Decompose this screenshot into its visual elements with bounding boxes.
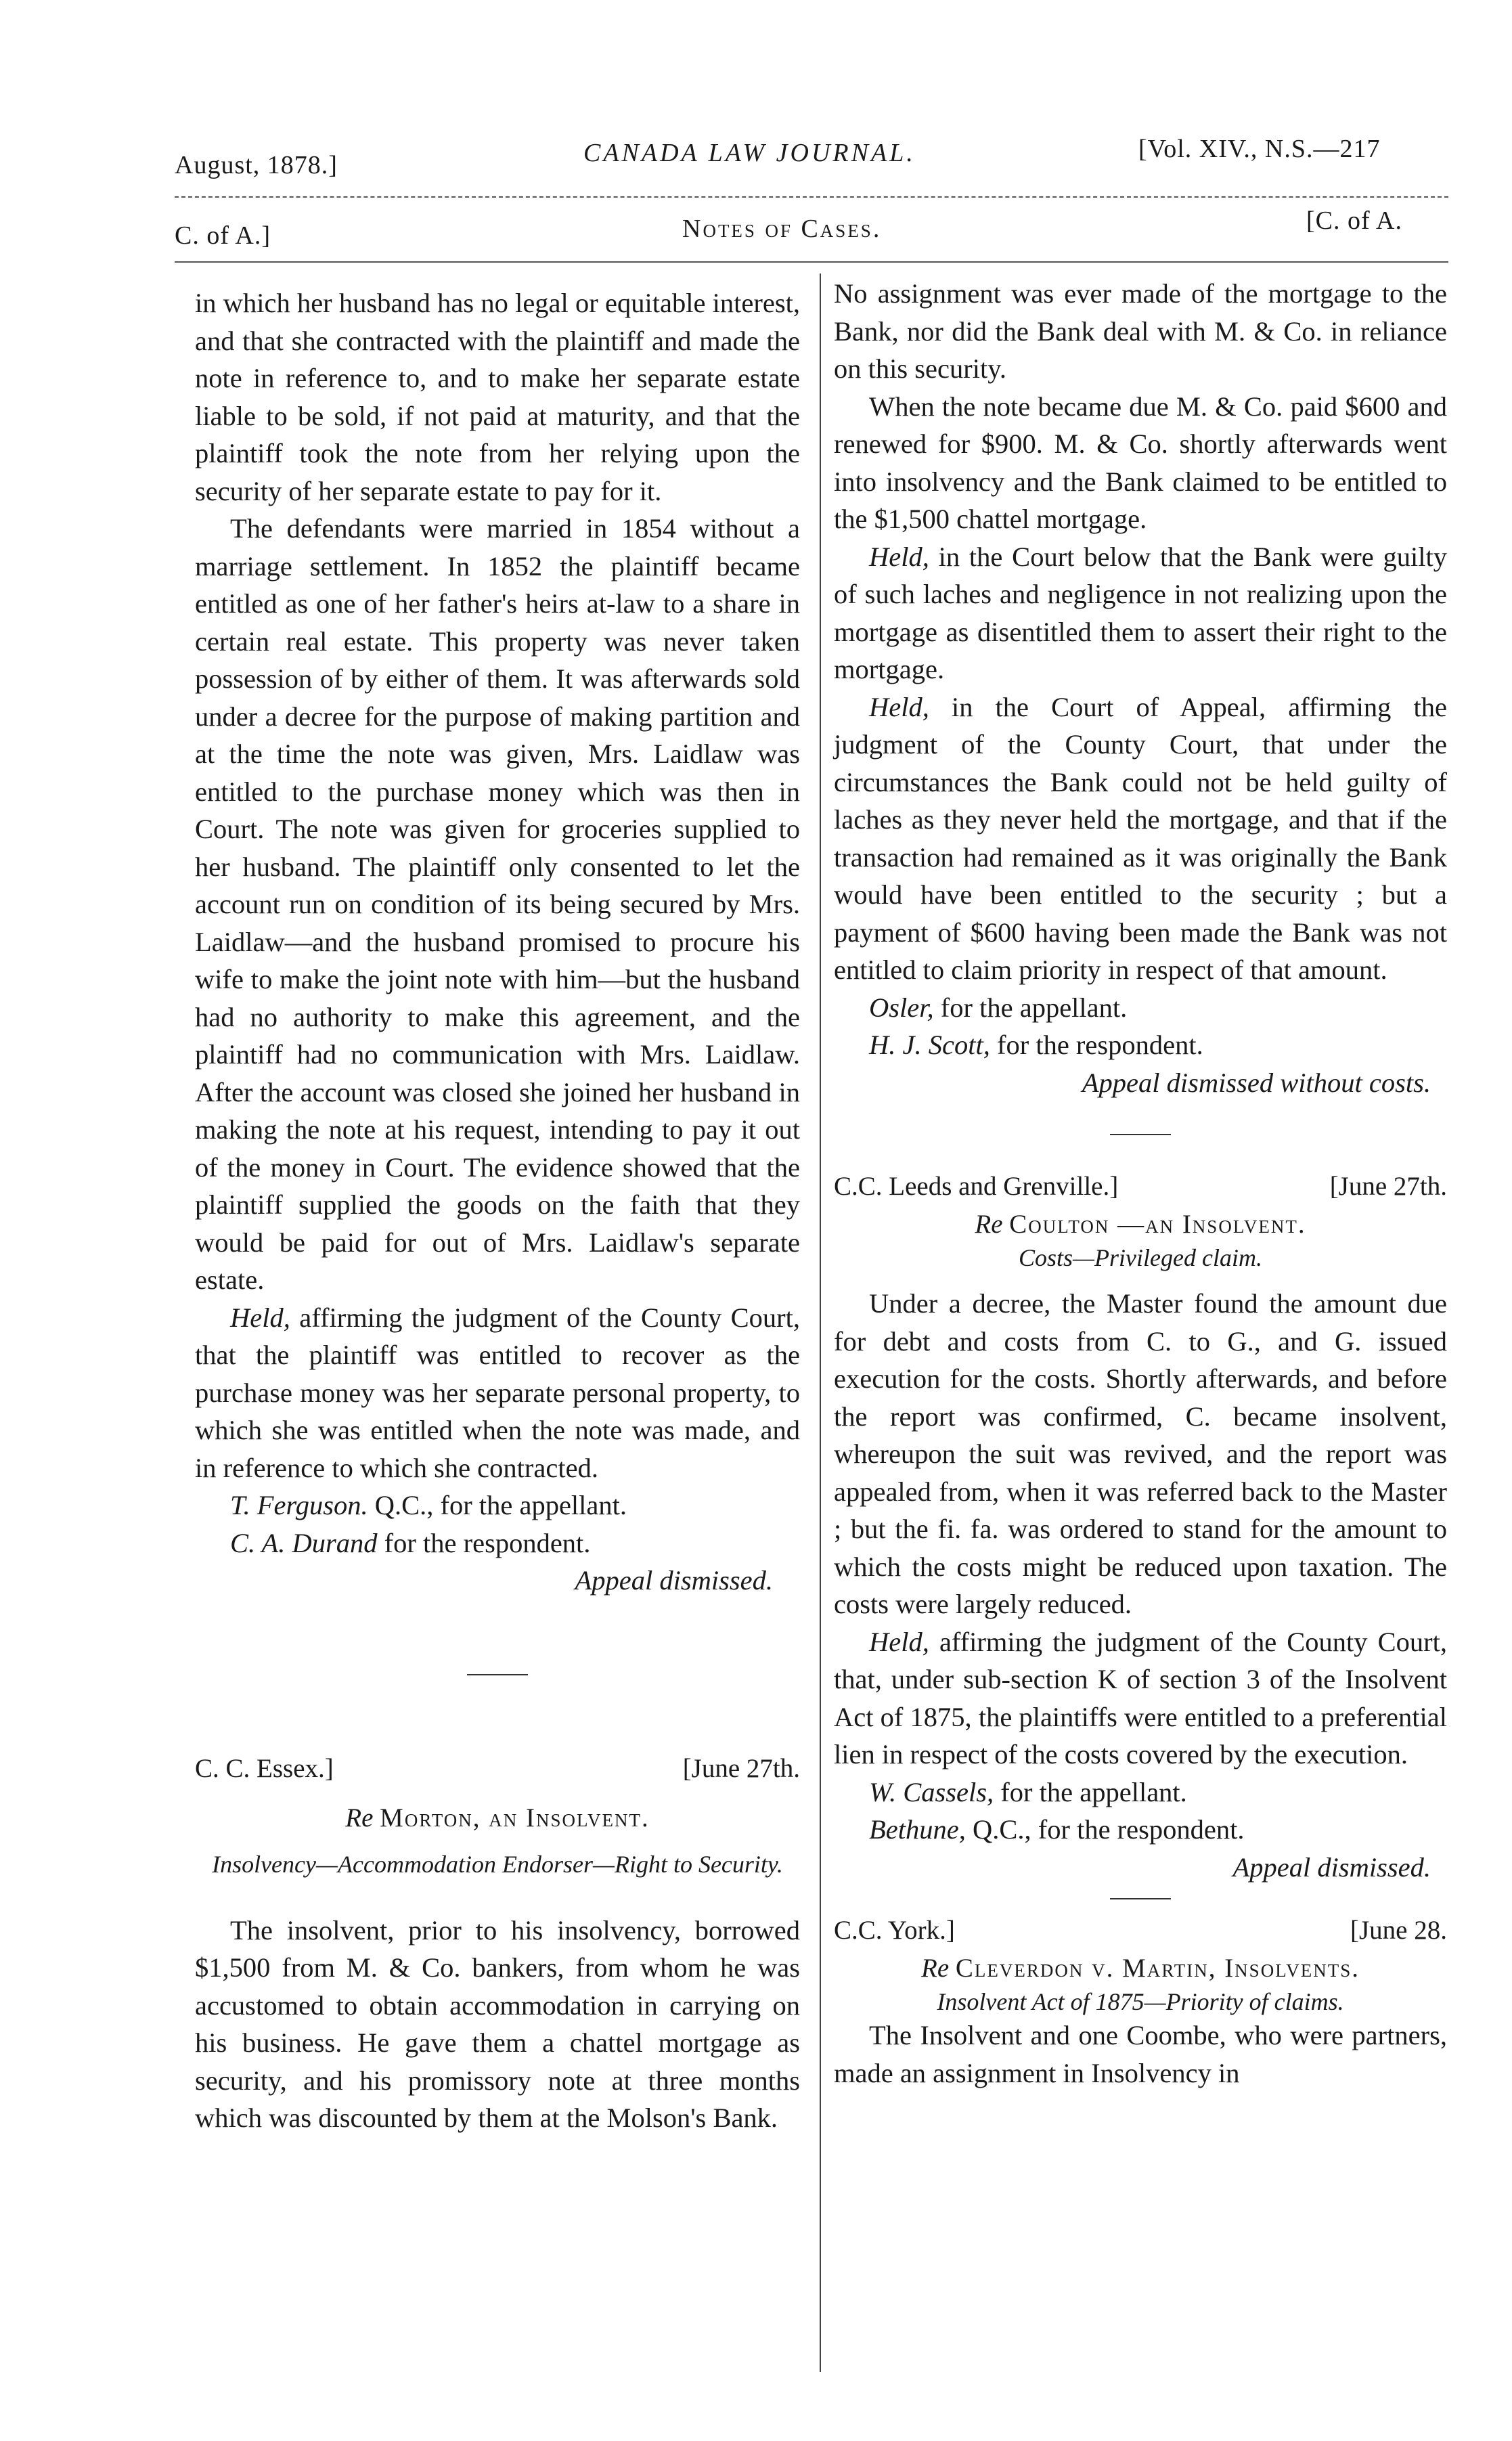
held-text: affirming the judgment of the County Court, that the plaintiff was entitled to recover as the purchase money was her separate personal property, to which she was entitled when the note was made, and in reference to which she contracted. <box>195 1302 800 1483</box>
case-title-name: Cleverdon v. Martin, Insolvents. <box>955 1953 1360 1983</box>
counsel-respondent <box>834 1811 1447 1849</box>
counsel-respondent <box>195 1524 800 1562</box>
counsel-appellant-text: Q.C., for the appellant. <box>368 1490 627 1520</box>
opening-paragraph: in which her husband has no legal or equitable interest, and that she contracted with the plaintiff and made the note in reference to, and to make her separate estate liable to be sold, if not paid at maturity, and that the plaintiff took the note from her relying upon the security of her separate estate to pay for it. <box>195 288 800 506</box>
header-section-title: Notes of Cases. <box>682 215 882 243</box>
held-paragraph <box>834 1623 1447 1774</box>
held-text: affirming the judgment of the County Court, that, under sub-section K of section 3 of the Insolvent Act of 1875, the plaintiffs were entitled to a preferential lien in respect of the costs covered by the execution. <box>834 1626 1447 1769</box>
case-headnote: Costs—Privileged claim. <box>1019 1244 1262 1271</box>
held-label: Held, <box>230 1302 290 1333</box>
held-text: in the Court below that the Bank were guilty of such laches and negligence in not realizing upon the mortgage as disentitled them to assert their right to the mortgage. <box>834 541 1447 684</box>
counsel-appellant-text: for the appellant. <box>994 1776 1187 1807</box>
case-title-name: Morton, an Insolvent. <box>380 1803 650 1832</box>
case-result: Appeal dismissed without costs. <box>1082 1067 1431 1098</box>
case-title <box>834 1206 1447 1244</box>
counsel-appellant <box>834 1774 1447 1811</box>
case-title-name: Coulton —an Insolvent. <box>1009 1209 1306 1239</box>
case-title <box>834 1950 1447 1987</box>
counsel-appellant-text: for the appellant. <box>933 992 1128 1023</box>
case-cont-paragraph: No assignment was ever made of the mortgage to the Bank, nor did the Bank deal with M. & Co. in reliance on this security. <box>834 278 1447 384</box>
counsel-respondent-text: for the respondent. <box>990 1030 1203 1060</box>
case-title-re: Re <box>921 1953 950 1983</box>
header-volume: [Vol. XIV., N.S.—217 <box>1138 135 1381 163</box>
column-divider <box>820 273 821 2372</box>
counsel-appellant-name: T. Ferguson. <box>230 1490 368 1520</box>
case-court: C. C. Essex.] <box>195 1753 334 1783</box>
case-cont-paragraph: When the note became due M. & Co. paid $600 and renewed for $900. M. & Co. shortly afterwards went into insolvency and the Bank claimed to be entitled to the $1,500 chattel mortgage. <box>834 391 1447 534</box>
held-paragraph <box>195 1299 800 1487</box>
held-label: Held, <box>869 541 929 572</box>
case-result: Appeal dismissed. <box>575 1565 773 1596</box>
case-paragraph: The Insolvent and one Coombe, who were partners, made an assignment in Insolvency in <box>834 2020 1447 2088</box>
case-title <box>195 1799 800 1837</box>
section-rule <box>175 261 1448 263</box>
counsel-respondent-name: Bethune, <box>869 1814 966 1845</box>
case-court-line <box>834 1912 1447 1950</box>
facts-paragraph: The defendants were married in 1854 without a marriage settlement. In 1852 the plaintiff became entitled as one of her father's heirs at-law to a share in certain real estate. This property was never taken possession of by either of them. It was afterwards sold under a decree for the purpose of making partition and at the time the note was given, Mrs. Laidlaw was entitled to the purchase money which was then in Court. The note was given for groceries supplied to her husband. The plaintiff only consented to let the account run on condition of its being secured by Mrs. Laidlaw—and the husband promised to procure his wife to make the joint note with him—but the husband had no authority to make this agreement, and the plaintiff had no communication with Mrs. Laidlaw. After the account was closed she joined her husband in making the note at his request, intending to pay it out of the money in Court. The evidence showed that the plaintiff supplied the goods on the faith that they would be paid for out of Mrs. Laidlaw's separate estate. <box>195 513 800 1295</box>
counsel-appellant <box>834 989 1447 1027</box>
case-headnote: Insolvent Act of 1875—Priority of claims. <box>937 1988 1344 2015</box>
counsel-respondent-text: for the respondent. <box>377 1527 591 1558</box>
counsel-respondent-name: H. J. Scott, <box>869 1030 990 1060</box>
header-journal-title: CANADA LAW JOURNAL. <box>583 139 916 167</box>
held-label: Held, <box>869 691 929 722</box>
case-court: C.C. Leeds and Grenville.] <box>834 1172 1119 1201</box>
case-result: Appeal dismissed. <box>1232 1851 1431 1883</box>
case-date: [June 27th. <box>682 1753 800 1783</box>
header-court-right: [C. of A. <box>1306 206 1402 235</box>
held-paragraph <box>834 688 1447 989</box>
case-date: [June 27th. <box>1329 1172 1447 1201</box>
right-column <box>834 275 1447 2092</box>
counsel-respondent-text: Q.C., for the respondent. <box>965 1814 1245 1845</box>
case-date: [June 28. <box>1350 1916 1447 1945</box>
counsel-appellant-name: Osler, <box>869 992 934 1023</box>
header-rule <box>175 196 1448 198</box>
held-paragraph <box>834 538 1447 688</box>
held-text: in the Court of Appeal, affirming the judgment of the County Court, that under the circumstances the Bank could not be held guilty of laches as they never held the mortgage, and that if the transaction had remained as it was originally the Bank would have been entitled to the security ; but a payment of $600 having been made the Bank was not entitled to claim priority in respect of that amount. <box>834 691 1447 985</box>
counsel-appellant-name: W. Cassels, <box>869 1776 994 1807</box>
case-paragraph: Under a decree, the Master found the amount due for debt and costs from C. to G., and G. issued execution for the costs. Shortly afterwards, and before the report was confirmed, C. became insolvent, whereupon the suit was revived, and the report was appealed from, when it was referred back to the Master ; but the fi. fa. was ordered to stand for the amount to which the costs might be reduced upon taxation. The costs were largely reduced. <box>834 1288 1447 1619</box>
counsel-appellant <box>195 1487 800 1524</box>
case-court-line <box>834 1168 1447 1206</box>
case-title-re: Re <box>975 1209 1003 1239</box>
counsel-respondent-name: C. A. Durand <box>230 1527 378 1558</box>
case-court-line <box>195 1750 800 1788</box>
left-column <box>195 284 800 2137</box>
header-court-left: C. of A.] <box>175 221 271 250</box>
case-paragraph: The insolvent, prior to his insolvency, borrowed $1,500 from M. & Co. bankers, from whom he was accustomed to obtain accommodation in carrying on his business. He gave them a chattel mortgage as security, and his promissory note at three months which was discounted by them at the Molson's Bank. <box>195 1914 800 2133</box>
case-court: C.C. York.] <box>834 1916 955 1945</box>
counsel-respondent <box>834 1026 1447 1064</box>
held-label: Held, <box>869 1626 929 1657</box>
case-headnote: Insolvency—Accommodation Endorser—Right to Security. <box>212 1850 783 1878</box>
header-date: August, 1878.] <box>175 151 338 179</box>
case-title-re: Re <box>345 1803 374 1832</box>
